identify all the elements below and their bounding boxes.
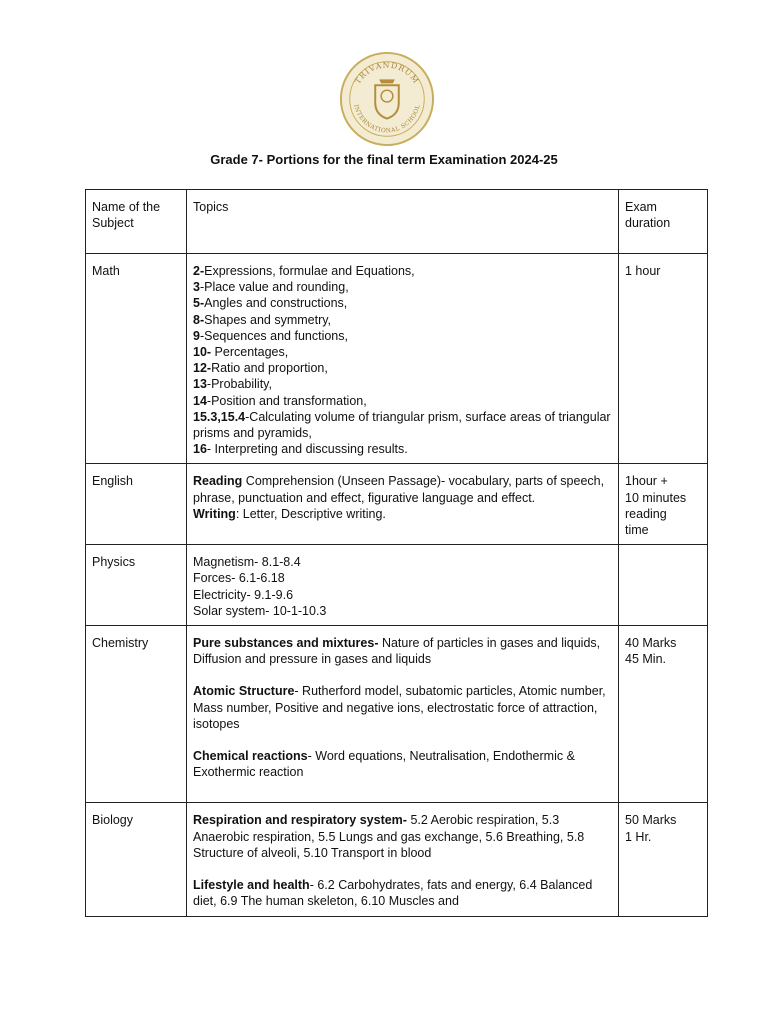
table-row-header [86,190,708,254]
subject-biology: Biology [86,803,187,916]
duration-english: 1hour + 10 minutes reading time [619,464,708,545]
table-row-physics [86,545,708,626]
table-row-english [86,464,708,545]
school-logo [338,50,436,148]
duration-physics [619,545,708,626]
portions-table [85,189,708,917]
table-row-chemistry [86,626,708,803]
page-title: Grade 7- Portions for the final term Examination 2024-25 [210,152,558,167]
subject-math: Math [86,254,187,464]
duration-chemistry: 40 Marks 45 Min. [619,626,708,803]
topics-math: 2-Expressions, formulae and Equations, 3-Place value and rounding, 5-Angles and constructions, 8-Shapes and symmetry, 9-Sequences and functions, 10- Percentages, 12-Ratio and proportion, 13-Probability, 14-Position and transformation, 15.3,15.4-Calculating volume of triangular prism, surface areas of triangular prisms and pyramids, 16- Interpreting and discussing results. [187,254,619,464]
topics-physics: Magnetism- 8.1-8.4 Forces- 6.1-6.18 Electricity- 9.1-9.6 Solar system- 10-1-10.3 [187,545,619,626]
duration-biology: 50 Marks 1 Hr. [619,803,708,916]
logo-text-top: TRIVANDRUM [353,60,421,86]
duration-math: 1 hour [619,254,708,464]
subject-physics: Physics [86,545,187,626]
table-row-math [86,254,708,464]
subject-english: English [86,464,187,545]
table-row-biology [86,803,708,916]
logo-text-bottom: INTERNATIONAL SCHOOL [352,103,422,135]
topics-chemistry: Pure substances and mixtures- Nature of particles in gases and liquids, Diffusion and pressure in gases and liquids Atomic Structure- Rutherford model, subatomic particles, Atomic number, Mass number, Positive and negative ions, electrostatic force of attraction, isotopes Chemical reactions- Word equations, Neutralisation, Endothermic & Exothermic reaction [187,626,619,803]
header-subject: Name of the Subject [86,190,187,254]
subject-chemistry: Chemistry [86,626,187,803]
topics-english: Reading Comprehension (Unseen Passage)- vocabulary, parts of speech, phrase, punctuation and effect, figurative language and effect. Writing: Letter, Descriptive writing. [187,464,619,545]
header-duration: Exam duration [619,190,708,254]
topics-biology: Respiration and respiratory system- 5.2 Aerobic respiration, 5.3 Anaerobic respiration, 5.5 Lungs and gas exchange, 5.6 Breathing, 5.8 Structure of alveoli, 5.10 Transport in blood Lifestyle and health- 6.2 Carbohydrates, fats and energy, 6.4 Balanced diet, 6.9 The human skeleton, 6.10 Muscles and [187,803,619,916]
header-topics: Topics [187,190,619,254]
